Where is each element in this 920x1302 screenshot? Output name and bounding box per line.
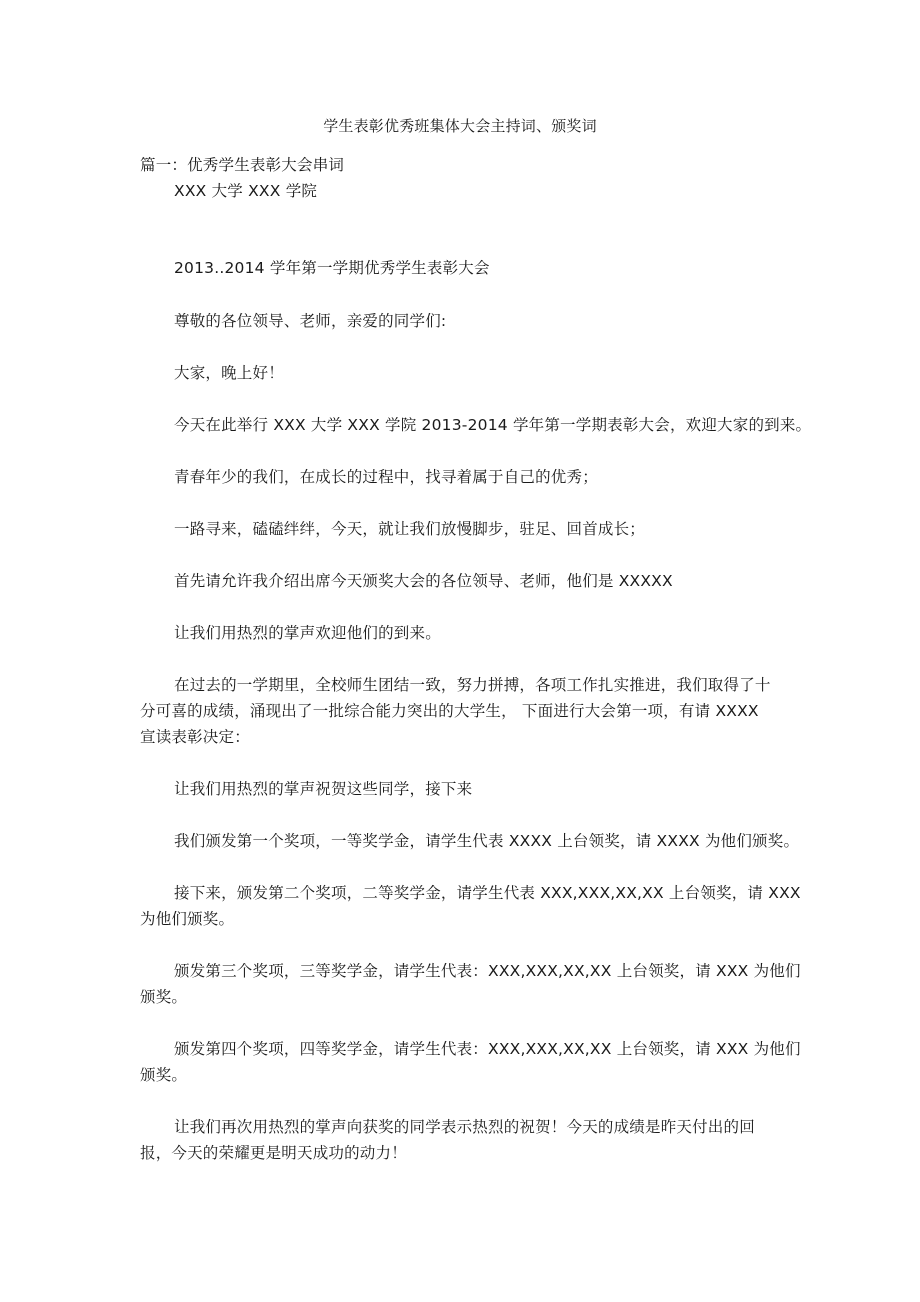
welcome-paragraph: 今天在此举行 XXX 大学 XXX 学院 2013-2014 学年第一学期表彰大会，欢迎大家的到来。 [174, 416, 812, 434]
journey-paragraph: 一路寻来，磕磕绊绊，今天，就让我们放慢脚步，驻足、回首成长； [174, 520, 646, 538]
second-award-line-2: 为他们颁奖。 [140, 910, 235, 928]
second-award-line-1: 接下来，颁发第二个奖项，二等奖学金，请学生代表 XXX,XXX,XX,XX 上台领奖，请 XXX [174, 884, 801, 902]
youth-paragraph: 青春年少的我们，在成长的过程中，找寻着属于自己的优秀； [174, 468, 598, 486]
document-title: 学生表彰优秀班集体大会主持词、颁奖词 [323, 117, 597, 135]
third-award-line-1: 颁发第三个奖项，三等奖学金，请学生代表：XXX,XXX,XX,XX 上台领奖，请 XXX 为他们 [174, 962, 801, 980]
congratulations-paragraph: 让我们用热烈的掌声祝贺这些同学，接下来 [174, 780, 473, 798]
achievement-line-2: 分可喜的成绩，涌现出了一批综合能力突出的大学生， 下面进行大会第一项，有请 XXXX [140, 702, 759, 720]
third-award-line-2: 颁奖。 [140, 988, 188, 1006]
first-award-paragraph: 我们颁发第一个奖项，一等奖学金，请学生代表 XXXX 上台领奖，请 XXXX 为他们颁奖。 [174, 832, 800, 850]
fourth-award-line-2: 颁奖。 [140, 1066, 188, 1084]
applause-paragraph: 让我们用热烈的掌声欢迎他们的到来。 [174, 624, 441, 642]
introduction-paragraph: 首先请允许我介绍出席今天颁奖大会的各位领导、老师，他们是 XXXXX [174, 572, 673, 590]
opening-paragraph: 大家，晚上好！ [174, 364, 284, 382]
event-name: 2013..2014 学年第一学期优秀学生表彰大会 [174, 259, 490, 277]
greeting-paragraph: 尊敬的各位领导、老师，亲爱的同学们: [174, 312, 447, 330]
section-heading: 篇一：优秀学生表彰大会串词 [140, 156, 345, 174]
closing-line-1: 让我们再次用热烈的掌声向获奖的同学表示热烈的祝贺！今天的成绩是昨天付出的回 [174, 1118, 755, 1136]
institution-line: XXX 大学 XXX 学院 [174, 182, 318, 200]
closing-line-2: 报，今天的荣耀更是明天成功的动力！ [140, 1144, 407, 1162]
fourth-award-line-1: 颁发第四个奖项，四等奖学金，请学生代表：XXX,XXX,XX,XX 上台领奖，请 XXX 为他们 [174, 1040, 801, 1058]
achievement-line-1: 在过去的一学期里，全校师生团结一致，努力拼搏，各项工作扎实推进，我们取得了十 [174, 676, 771, 694]
achievement-line-3: 宣读表彰决定： [140, 728, 250, 746]
